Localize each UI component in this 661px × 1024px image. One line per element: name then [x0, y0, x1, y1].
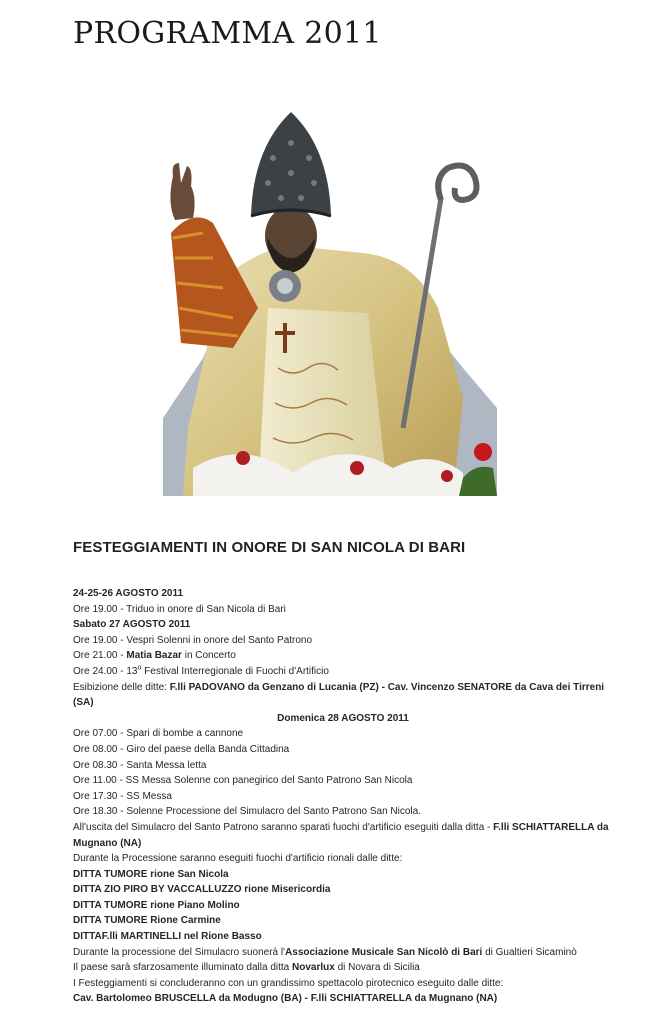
program-line — [73, 711, 613, 727]
program-line-text: DITTAF.lli MARTINELLI nel Rione Basso — [73, 931, 262, 943]
program-line-text: 24-25-26 AGOSTO 2011 — [73, 588, 184, 599]
section-heading: FESTEGGIAMENTI IN ONORE DI SAN NICOLA DI BARI — [73, 539, 466, 556]
program-line — [73, 664, 613, 680]
program-line — [73, 820, 613, 851]
program-line — [73, 680, 613, 711]
program-line — [73, 758, 613, 774]
program-line-text: DITTA ZIO PIRO BY VACCALLUZZO rione Misericordia — [73, 884, 331, 896]
program-line — [73, 633, 613, 649]
program-line-text: Matia Bazar — [126, 650, 182, 662]
program-line — [73, 929, 613, 945]
program-line — [73, 898, 613, 914]
program-line-text: Cav. Bartolomeo BRUSCELLA da Modugno (BA) - F.lli SCHIATTARELLA da Mugnano (NA) — [73, 993, 498, 1005]
program-line-text: Il paese sarà sfarzosamente illuminato dalla ditta — [73, 962, 293, 974]
program-line-text: Sabato 27 AGOSTO 2011 — [73, 619, 191, 631]
program-line-text: Ore 19.00 - Triduo in onore di San Nicola di Bari — [73, 603, 286, 615]
program-line-text: Ore 08.00 - Giro del paese della Banda Cittadina — [73, 743, 290, 755]
program-line-text: Domenica 28 AGOSTO 2011 — [277, 712, 409, 724]
program-line — [73, 913, 613, 929]
program-line-text: Ore 24.00 - 13 — [73, 665, 138, 677]
program-line — [73, 742, 613, 758]
program-line-text: Associazione Musicale San Nicolò di Bari — [285, 946, 483, 958]
program-line-text: I Festeggiamenti si concluderanno con un grandissimo spettacolo pirotecnico eseguito dalle ditte: — [73, 977, 504, 989]
program-line — [73, 617, 613, 633]
page-title: PROGRAMMA 2011 — [73, 16, 382, 51]
program-list — [73, 586, 613, 1007]
program-line-text: F.lli SCHIATTARELLA da Mugnano (NA) — [73, 821, 609, 849]
program-line — [73, 648, 613, 664]
program-line-text: Ore 18.30 - Solenne Processione del Simulacro del Santo Patrono San Nicola. — [73, 806, 421, 818]
program-line-text: Ore 21.00 - — [73, 650, 127, 662]
program-line-text: All'uscita del Simulacro del Santo Patrono saranno sparati fuochi d'artificio eseguiti dalla ditta - — [73, 821, 494, 833]
program-line-text: DITTA TUMORE Rione Carmine — [73, 915, 221, 927]
program-line-text: Ore 08.30 - Santa Messa letta — [73, 759, 207, 771]
program-line-text: Ore 11.00 - SS Messa Solenne con panegirico del Santo Patrono San Nicola — [73, 775, 413, 787]
program-line-text: Festival Interregionale di Fuochi d'Artificio — [141, 665, 329, 677]
program-line — [73, 991, 613, 1007]
program-line-text: Ore 19.00 - Vespri Solenni in onore del Santo Patrono — [73, 634, 313, 646]
program-line — [73, 976, 613, 992]
program-line-text: Durante la processione del Simulacro suonerà l' — [73, 946, 286, 958]
program-line — [73, 882, 613, 898]
program-line — [73, 867, 613, 883]
program-line — [73, 789, 613, 805]
program-line-text: Durante la Processione saranno eseguiti fuochi d'artificio rionali dalle ditte: — [73, 853, 403, 865]
program-line-text: in Concerto — [181, 650, 236, 662]
program-line — [73, 945, 613, 961]
program-line-text: di Novara di Sicilia — [334, 962, 420, 974]
program-line-text: di Gualtieri Sicaminò — [482, 946, 577, 958]
program-line — [73, 726, 613, 742]
program-line-text: Ore 17.30 - SS Messa — [73, 790, 172, 802]
program-line-text: Esibizione delle ditte: — [73, 681, 170, 693]
program-line — [73, 602, 613, 618]
program-line-text: Ore 07.00 - Spari di bombe a cannone — [73, 728, 244, 740]
statue-image — [163, 108, 497, 496]
program-line-text: F.lli PADOVANO da Genzano di Lucania (PZ) - Cav. Vincenzo SENATORE da Cava dei Tirreni (SA) — [73, 681, 605, 709]
program-line-text: DITTA TUMORE rione San Nicola — [73, 868, 229, 880]
program-line — [73, 960, 613, 976]
program-line — [73, 773, 613, 789]
program-line-text: DITTA TUMORE rione Piano Molino — [73, 899, 240, 911]
program-line — [73, 804, 613, 820]
program-line — [73, 851, 613, 867]
program-line-text: Novarlux — [292, 962, 335, 974]
program-line — [73, 586, 613, 602]
program-line-text: o — [137, 664, 142, 672]
